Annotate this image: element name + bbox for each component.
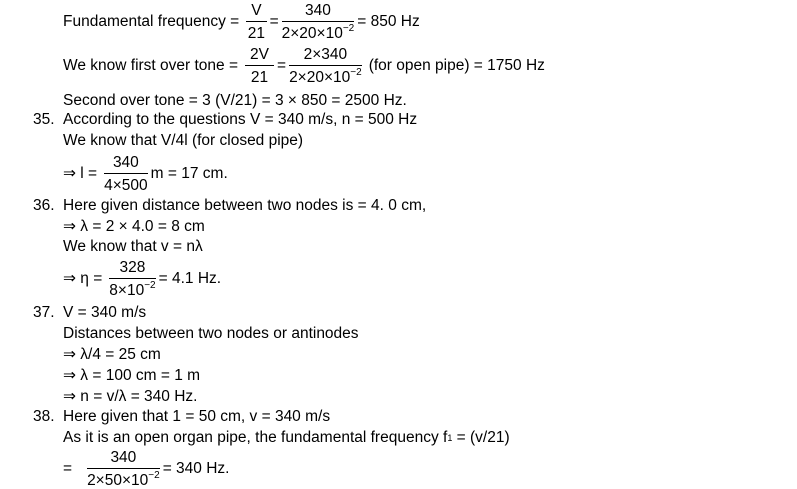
text-line: As it is an open organ pipe, the fundamental frequency f 1 = (v/21) <box>63 429 510 446</box>
equals: = <box>63 460 73 477</box>
text-line: ⇒ n = v/λ = 340 Hz. <box>63 388 198 405</box>
first-overtone-line <box>63 46 545 86</box>
numerator: 328 <box>109 259 155 279</box>
result: m = 17 cm. <box>150 165 228 182</box>
label: ⇒ l = <box>63 165 98 182</box>
numerator: 340 <box>282 2 355 22</box>
text-line: Here given that 1 = 50 cm, v = 340 m/s <box>63 408 331 425</box>
exponent: −2 <box>144 280 156 291</box>
text: = (v/21) <box>452 429 510 446</box>
text-line: According to the questions V = 340 m/s, n = 500 Hz <box>63 111 418 128</box>
fraction <box>289 46 362 86</box>
exponent: −2 <box>342 23 355 34</box>
text-line: We know that V/4l (for closed pipe) <box>63 132 304 149</box>
denominator-base: 2×50×10 <box>87 472 149 489</box>
text-line: ⇒ λ = 2 × 4.0 = 8 cm <box>63 218 205 235</box>
denominator: 21 <box>250 69 269 86</box>
exponent: −2 <box>148 470 160 481</box>
equals: = <box>277 57 287 74</box>
text-line: V = 340 m/s <box>63 304 147 321</box>
result: = 4.1 Hz. <box>158 270 222 287</box>
fundamental-frequency-line <box>63 2 420 42</box>
numerator: 340 <box>87 449 160 469</box>
result: = 340 Hz. <box>162 460 230 477</box>
text-line: Here given distance between two nodes is = 4. 0 cm, <box>63 197 427 214</box>
denominator <box>289 66 362 86</box>
fraction <box>104 154 148 194</box>
fraction <box>246 2 266 42</box>
frequency-equation <box>63 259 221 299</box>
label: We know first over tone = <box>63 57 239 74</box>
numerator: 340 <box>104 154 148 174</box>
fraction <box>87 449 160 489</box>
length-equation <box>63 154 228 194</box>
question-number: 38. <box>33 408 55 425</box>
denominator <box>109 279 155 299</box>
denominator-base: 8×10 <box>109 282 145 299</box>
denominator <box>87 469 160 489</box>
denominator: 21 <box>247 25 266 42</box>
label: Fundamental frequency = <box>63 13 240 30</box>
question-number: 35. <box>33 111 55 128</box>
denominator-base: 2×20×10 <box>281 25 343 42</box>
text: As it is an open organ pipe, the fundamental frequency f <box>63 429 448 446</box>
question-number: 36. <box>33 197 55 214</box>
text-line: We know that v = nλ <box>63 238 203 255</box>
numerator: 2×340 <box>289 46 362 66</box>
text-line: Distances between two nodes or antinodes <box>63 325 359 342</box>
second-overtone-line: Second over tone = 3 (V/21) = 3 × 850 = 2500 Hz. <box>63 92 407 109</box>
fraction <box>109 259 155 299</box>
result: = 850 Hz <box>357 13 420 30</box>
text-line: ⇒ λ/4 = 25 cm <box>63 346 161 363</box>
question-number: 37. <box>33 304 55 321</box>
numerator: 2V <box>245 46 274 66</box>
fraction <box>245 46 274 86</box>
label: ⇒ η = <box>63 270 103 287</box>
denominator: 4×500 <box>104 177 148 194</box>
text-line: ⇒ λ = 100 cm = 1 m <box>63 367 201 384</box>
equals: = <box>269 13 279 30</box>
numerator: V <box>246 2 266 22</box>
fraction <box>282 2 355 42</box>
denominator <box>282 22 355 42</box>
denominator-base: 2×20×10 <box>289 69 351 86</box>
fundamental-equation <box>63 449 229 489</box>
exponent: −2 <box>350 67 362 78</box>
result: (for open pipe) = 1750 Hz <box>368 57 545 74</box>
